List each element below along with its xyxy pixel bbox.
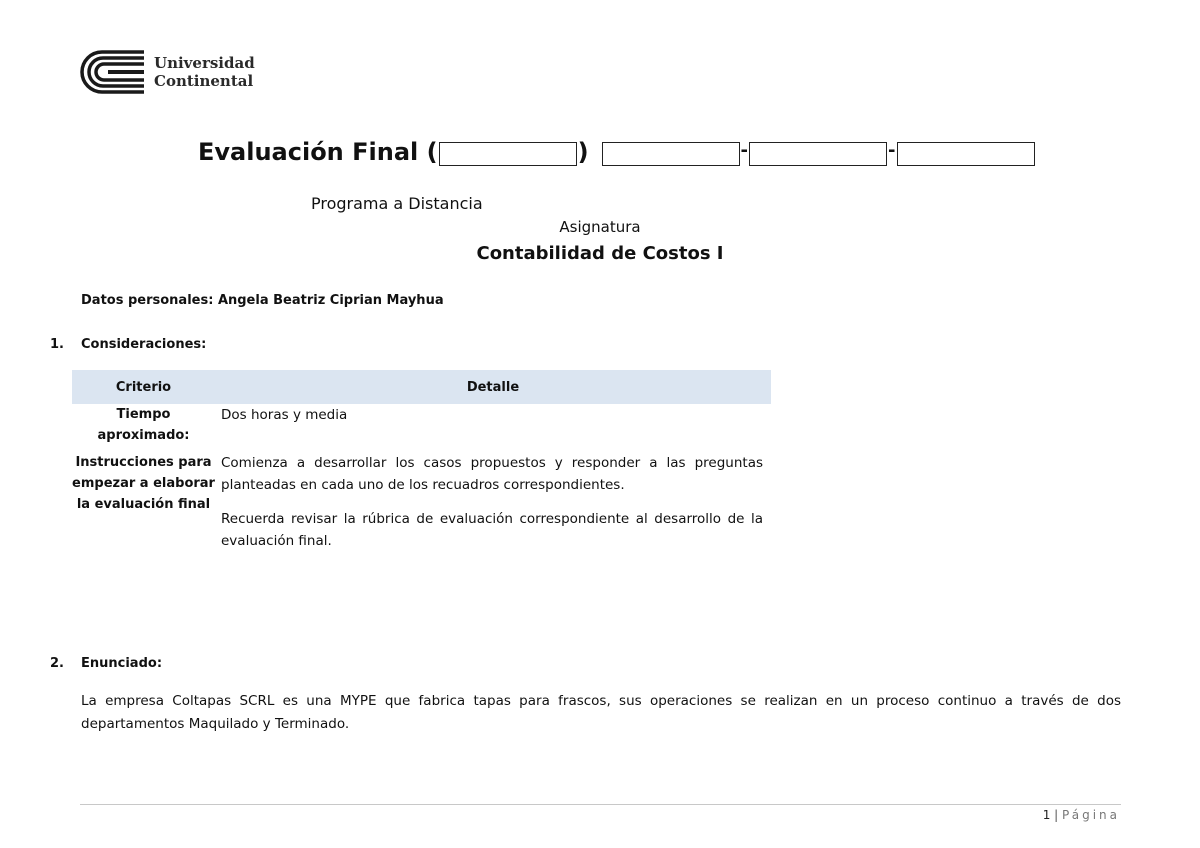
title-dash-2: - xyxy=(888,140,896,161)
considerations-table xyxy=(72,370,771,564)
detalle-cell xyxy=(215,452,771,564)
table-header-row xyxy=(72,370,771,404)
university-logo-icon xyxy=(80,48,146,96)
title-field-4[interactable] xyxy=(897,142,1035,166)
criterio-cell: Tiempo aproximado: xyxy=(97,407,190,443)
title-field-3[interactable] xyxy=(749,142,887,166)
section-1-heading xyxy=(50,337,207,352)
enunciado-text: La empresa Coltapas SCRL es una MYPE que fabrica tapas para frascos, sus operaciones se realizan en un proceso continuo a través de dos departamentos Maquilado y Terminado. xyxy=(81,693,1121,732)
detalle-cell xyxy=(215,404,771,452)
header-detalle: Detalle xyxy=(215,370,771,404)
header-criterio: Criterio xyxy=(72,370,215,404)
asignatura-label: Asignatura xyxy=(559,218,641,236)
page-footer xyxy=(1043,808,1120,822)
personal-data: Datos personales: Angela Beatriz Ciprian Mayhua xyxy=(81,293,444,308)
page-title xyxy=(198,138,1036,166)
table-row xyxy=(72,452,771,564)
section-2-number: 2. xyxy=(50,656,64,671)
title-field-1[interactable] xyxy=(439,142,577,166)
page-number: 1 xyxy=(1042,808,1051,822)
page-label: Página xyxy=(1062,808,1120,822)
title-dash-1: - xyxy=(740,140,749,161)
detalle-paragraph: Dos horas y media xyxy=(221,407,348,423)
section-1-title: Consideraciones: xyxy=(81,337,207,352)
title-close-paren: ) xyxy=(577,138,589,166)
detalle-paragraph: Recuerda revisar la rúbrica de evaluación correspondiente al desarrollo de la evaluación final. xyxy=(221,511,763,549)
section-2-heading xyxy=(50,656,163,671)
title-text: Evaluación Final ( xyxy=(198,138,438,166)
logo-line-1: Universidad xyxy=(154,54,255,72)
section-2-title: Enunciado: xyxy=(81,656,163,671)
title-field-2[interactable] xyxy=(602,142,740,166)
table-row xyxy=(72,404,771,452)
logo-line-2: Continental xyxy=(154,72,254,90)
footer-divider xyxy=(80,804,1121,805)
section-1-number: 1. xyxy=(50,337,64,352)
detalle-paragraph: Comienza a desarrollar los casos propuestos y responder a las preguntas planteadas en cada uno de los recuadros correspondientes. xyxy=(221,455,763,493)
criterio-cell: Instrucciones para empezar a elaborar la evaluación final xyxy=(72,455,215,512)
university-logo xyxy=(80,48,255,96)
logo-text xyxy=(154,54,255,90)
course-name: Contabilidad de Costos I xyxy=(476,243,724,264)
footer-separator: | xyxy=(1054,808,1059,822)
programa-label: Programa a Distancia xyxy=(311,194,483,213)
